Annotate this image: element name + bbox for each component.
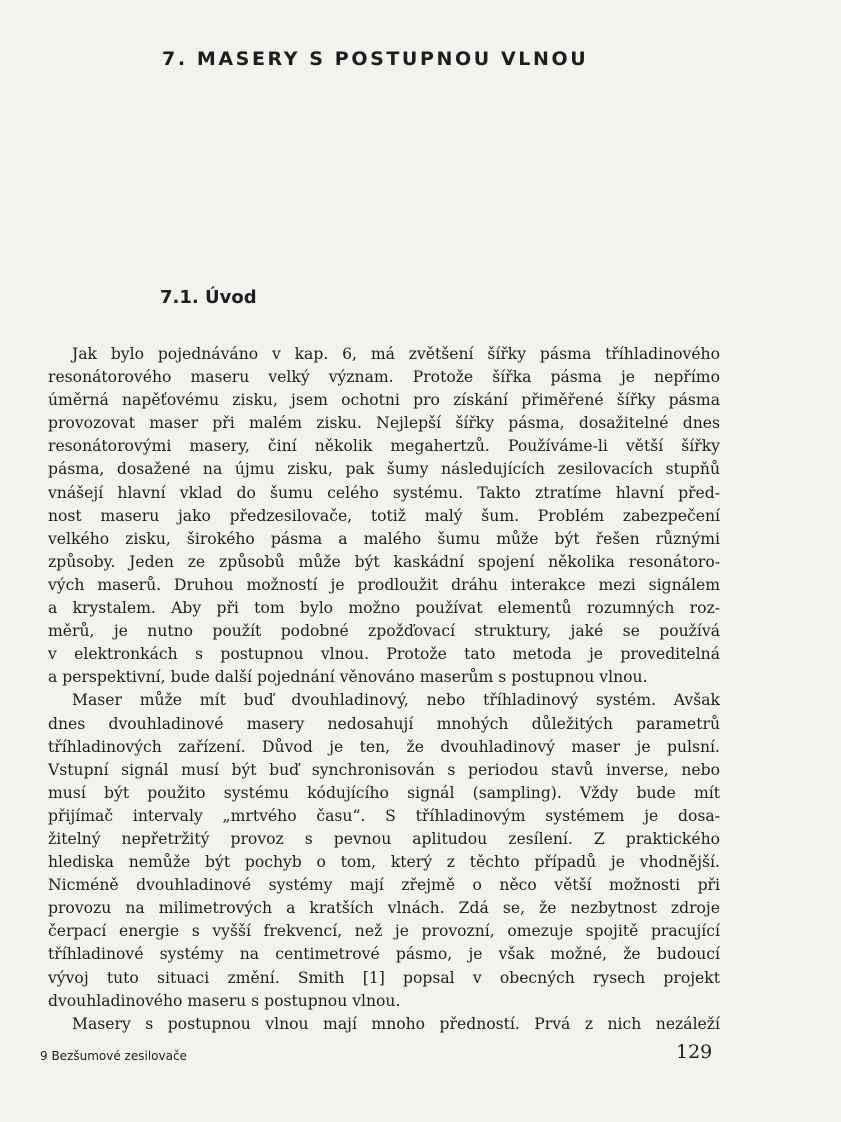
text-line: a perspektivní, bude další pojednání věnováno maserům s postupnou vlnou. — [48, 668, 648, 687]
text-line: velkého zisku, širokého pásma a malého šumu může být řešen různými — [48, 529, 720, 548]
text-line: v elektronkách s postupnou vlnou. Protože tato metoda je proveditelná — [48, 645, 720, 664]
text-line: vývoj tuto situaci změní. Smith [1] popsal v obecných rysech projekt — [48, 968, 720, 987]
text-line: Nicméně dvouhladinové systémy mají zřejmě o něco větší možnosti při — [48, 876, 720, 895]
text-line: a krystalem. Aby při tom bylo možno používat elementů rozumných roz- — [48, 599, 720, 618]
text-line: resonátorovými masery, činí několik megahertzů. Používáme-li větší šířky — [48, 437, 720, 456]
text-line: přijímač intervaly „mrtvého času“. S tříhladinovým systémem je dosa- — [48, 806, 720, 825]
page-number: 129 — [676, 1041, 713, 1063]
text-line: Maser může mít buď dvouhladinový, nebo tříhladinový systém. Avšak — [72, 691, 720, 710]
text-line: úměrná napěťovému zisku, jsem ochotni pro získání přiměřené šířky pásma — [48, 391, 720, 410]
text-line: provozu na milimetrových a kratších vlnách. Zdá se, že nezbytnost zdroje — [48, 899, 720, 918]
chapter-title: 7. MASERY S POSTUPNOU VLNOU — [162, 48, 589, 70]
text-line: provozovat maser při malém zisku. Nejlepší šířky pásma, dosažitelné dnes — [48, 414, 720, 433]
text-line: dvouhladinového maseru s postupnou vlnou. — [48, 991, 401, 1010]
text-line: Jak bylo pojednáváno v kap. 6, má zvětšení šířky pásma tříhladinového — [72, 345, 720, 363]
text-line: vých maserů. Druhou možností je prodloužit dráhu interakce mezi signálem — [48, 575, 720, 594]
text-line: vnášejí hlavní vklad do šumu celého systému. Takto ztratíme hlavní před- — [48, 483, 720, 502]
section-title: 7.1. Úvod — [160, 287, 257, 308]
footer-signature: 9 Bezšumové zesilovače — [40, 1049, 187, 1063]
text-line: hlediska nemůže být pochyb o tom, který z těchto případů je vhodnější. — [48, 853, 720, 872]
text-line: způsoby. Jeden ze způsobů může být kaskádní spojení několika resonátoro- — [48, 552, 720, 571]
text-line: nost maseru jako předzesilovače, totiž malý šum. Problém zabezpečení — [48, 506, 720, 525]
text-line: musí být použito systému kódujícího signál (sampling). Vždy bude mít — [48, 783, 720, 802]
text-line: čerpací energie s vyšší frekvencí, než je provozní, omezuje spojitě pracující — [48, 922, 720, 941]
text-line: resonátorového maseru velký význam. Protože šířka pásma je nepřímo — [48, 368, 720, 387]
text-line: Vstupní signál musí být buď synchronisován s periodou stavů inverse, nebo — [48, 760, 720, 779]
body-text — [48, 343, 720, 1036]
text-line: tříhladinových zařízení. Důvod je ten, že dvouhladinový maser je pulsní. — [48, 737, 720, 756]
text-line: žitelný nepřetržitý provoz s pevnou aplitudou zesílení. Z praktického — [48, 829, 720, 848]
text-line: Masery s postupnou vlnou mají mnoho předností. Prvá z nich nezáleží — [72, 1014, 720, 1033]
text-line: tříhladinové systémy na centimetrové pásmo, je však možné, že budoucí — [48, 945, 720, 964]
text-line: měrů, je nutno použít podobné zpožďovací struktury, jaké se používá — [48, 622, 720, 641]
text-line: dnes dvouhladinové masery nedosahují mnohých důležitých parametrů — [48, 714, 720, 733]
text-line: pásma, dosažené na újmu zisku, pak šumy následujících zesilovacích stupňů — [48, 460, 720, 479]
